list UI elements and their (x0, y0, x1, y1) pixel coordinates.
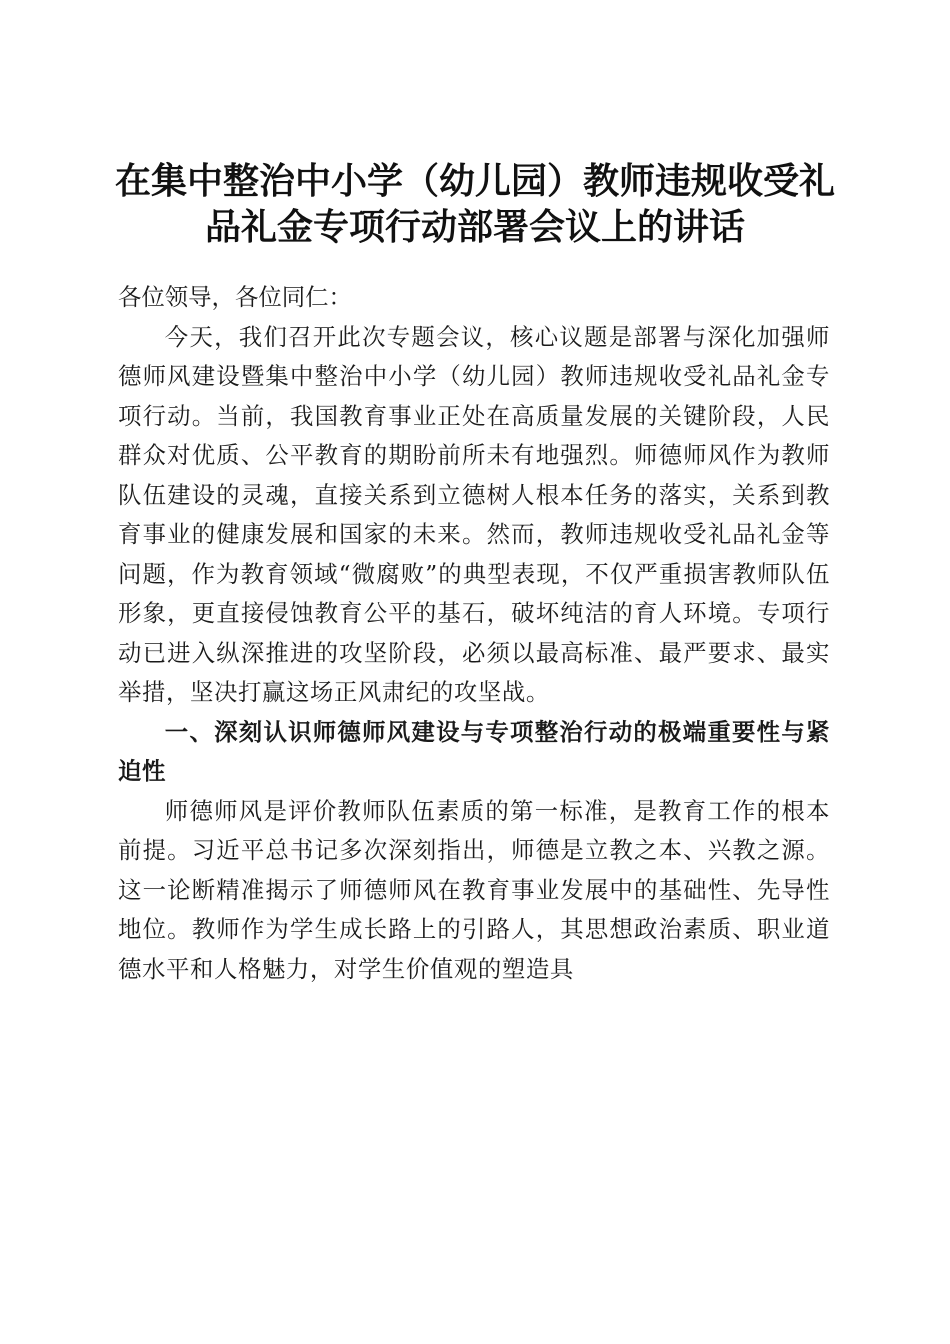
document-title-line-2: 品礼金专项行动部署会议上的讲话 (204, 206, 745, 249)
salutation: 各位领导，各位同仁： (118, 283, 352, 311)
section-1-heading: 一、深刻认识师德师风建设与专项整治行动的极端重要性与紧迫性 (118, 717, 830, 785)
section-1-paragraph: 师德师风是评价教师队伍素质的第一标准，是教育工作的根本前提。习近平总书记多次深刻指出，师德是立教之本、兴教之源。这一论断精准揭示了师德师风在教育事业发展中的基础性、先导性地位。教师作为学生成长路上的引路人，其思想政治素质、职业道德水平和人格魅力，对学生价值观的塑造具 (118, 796, 830, 983)
document-body (118, 278, 830, 989)
document-title (110, 158, 840, 250)
intro-paragraph: 今天，我们召开此次专题会议，核心议题是部署与深化加强师德师风建设暨集中整治中小学（幼儿园）教师违规收受礼品礼金专项行动。当前，我国教育事业正处在高质量发展的关键阶段，人民群众对优质、公平教育的期盼前所未有地强烈。师德师风作为教师队伍建设的灵魂，直接关系到立德树人根本任务的落实，关系到教育事业的健康发展和国家的未来。然而，教师违规收受礼品礼金等问题，作为教育领域“微腐败”的典型表现，不仅严重损害教师队伍形象，更直接侵蚀教育公平的基石，破坏纯洁的育人环境。专项行动已进入纵深推进的攻坚阶段，必须以最高标准、最严要求、最实举措，坚决打赢这场正风肃纪的攻坚战。 (118, 322, 830, 706)
document-title-line-1: 在集中整治中小学（幼儿园）教师违规收受礼 (114, 160, 835, 203)
